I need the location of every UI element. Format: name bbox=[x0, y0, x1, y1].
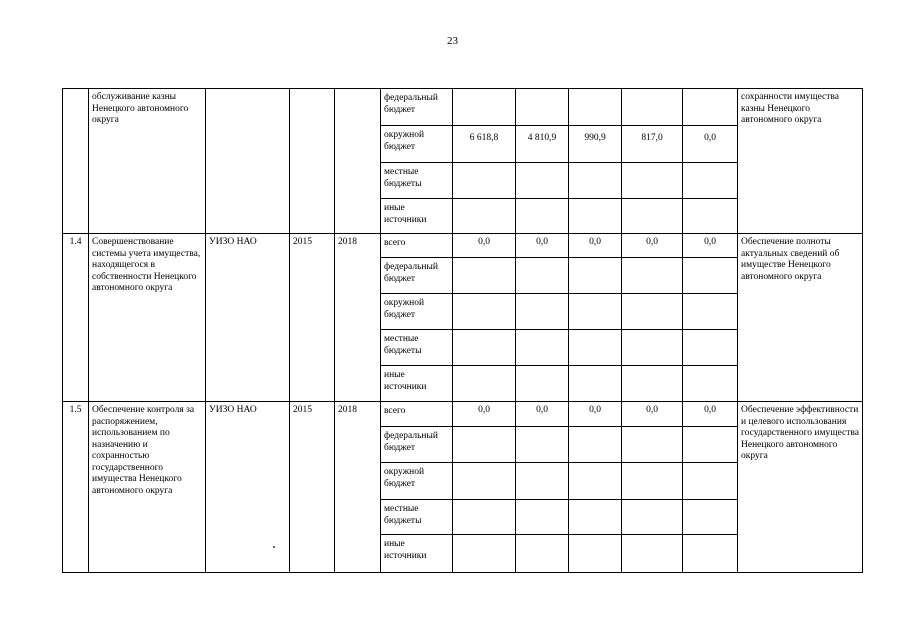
value-cell: 0,0 bbox=[453, 402, 516, 427]
value-cell: 990,9 bbox=[569, 126, 622, 163]
source-label: местные бюджеты bbox=[381, 500, 453, 535]
value-cell: 6 618,8 bbox=[453, 126, 516, 163]
value-cell bbox=[622, 89, 683, 126]
expected-result: Обеспечение эффективности и целевого использования государственного имущества Ненецкого автономного округа bbox=[738, 402, 863, 573]
program-activities-table bbox=[62, 88, 863, 573]
source-label: местные бюджеты bbox=[381, 163, 453, 199]
value-cell bbox=[516, 89, 569, 126]
executor bbox=[206, 89, 290, 234]
value-cell: 0,0 bbox=[569, 402, 622, 427]
value-cell: 0,0 bbox=[622, 402, 683, 427]
end-year: 2018 bbox=[335, 402, 381, 573]
expected-result: сохранности имущества казны Ненецкого автономного округа bbox=[738, 89, 863, 234]
activity-name: Совершенствование системы учета имущества, находящегося в собственности Ненецкого автономного округа bbox=[89, 234, 206, 402]
source-label: окружной бюджет bbox=[381, 463, 453, 500]
source-label: окружной бюджет bbox=[381, 126, 453, 163]
source-label: всего bbox=[381, 234, 453, 258]
activity-number: 1.5 bbox=[63, 402, 89, 573]
value-cell: 0,0 bbox=[683, 402, 738, 427]
table-row bbox=[63, 89, 863, 126]
value-cell: 0,0 bbox=[516, 234, 569, 258]
source-label: иные источники bbox=[381, 199, 453, 234]
value-cell bbox=[569, 89, 622, 126]
source-label: окружной бюджет bbox=[381, 294, 453, 330]
start-year bbox=[290, 89, 335, 234]
scan-speck bbox=[273, 546, 275, 548]
cell-num bbox=[63, 89, 89, 234]
value-cell: 0,0 bbox=[683, 126, 738, 163]
value-cell: 817,0 bbox=[622, 126, 683, 163]
source-label: иные источники bbox=[381, 366, 453, 402]
source-label: иные источники bbox=[381, 535, 453, 573]
end-year bbox=[335, 89, 381, 234]
source-label: федеральный бюджет bbox=[381, 258, 453, 294]
executor: УИЗО НАО bbox=[206, 402, 290, 573]
value-cell bbox=[683, 89, 738, 126]
table-row bbox=[63, 402, 863, 427]
page-number: 23 bbox=[447, 35, 458, 47]
value-cell: 0,0 bbox=[516, 402, 569, 427]
source-label: федеральный бюджет bbox=[381, 89, 453, 126]
start-year: 2015 bbox=[290, 402, 335, 573]
expected-result: Обеспечение полноты актуальных сведений об имуществе Ненецкого автономного округа bbox=[738, 234, 863, 402]
value-cell: 0,0 bbox=[683, 234, 738, 258]
executor: УИЗО НАО bbox=[206, 234, 290, 402]
value-cell: 4 810,9 bbox=[516, 126, 569, 163]
value-cell bbox=[453, 89, 516, 126]
value-cell: 0,0 bbox=[622, 234, 683, 258]
activity-number: 1.4 bbox=[63, 234, 89, 402]
activity-name: Обеспечение контроля за распоряжением, использованием по назначению и сохранностью государственного имущества Ненецкого автономного округа bbox=[89, 402, 206, 573]
source-label: всего bbox=[381, 402, 453, 427]
start-year: 2015 bbox=[290, 234, 335, 402]
activity-name: обслуживание казны Ненецкого автономного округа bbox=[89, 89, 206, 234]
table-row bbox=[63, 234, 863, 258]
source-label: федеральный бюджет bbox=[381, 427, 453, 463]
end-year: 2018 bbox=[335, 234, 381, 402]
value-cell: 0,0 bbox=[453, 234, 516, 258]
source-label: местные бюджеты bbox=[381, 330, 453, 366]
value-cell: 0,0 bbox=[569, 234, 622, 258]
